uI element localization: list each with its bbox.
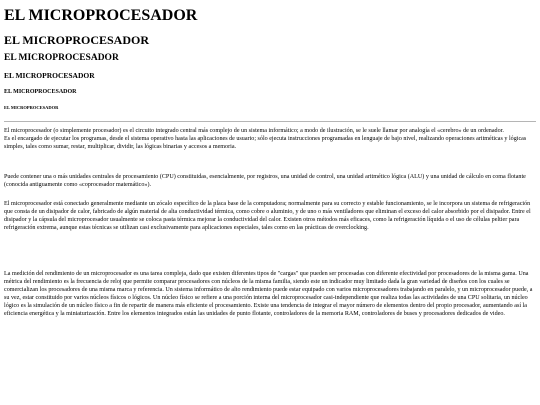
paragraph-cpu-units: Puede contener una o más unidades centrales de procesamiento (CPU) constituidas, esencialmente, por registros, una unidad de control, una unidad aritmético lógica (ALU) y una unidad de cálculo en coma flotante (conocida antiguamente como «coprocesador matemático»).	[4, 174, 526, 188]
paragraph-definition-line-1: El microprocesador (o simplemente procesador) es el circuito integrado central más complejo de un sistema informático; a modo de ilustración, se le suele llamar por analogía el «cerebro» de un ordenador.	[4, 128, 504, 134]
horizontal-rule	[4, 121, 536, 122]
heading-level-5: EL MICROPROCESADOR	[4, 89, 77, 95]
heading-level-4: EL MICROPROCESADOR	[4, 71, 95, 80]
heading-level-1: EL MICROPROCESADOR	[4, 7, 198, 24]
paragraph-performance: La medición del rendimiento de un microprocesador es una tarea compleja, dado que existen diferentes tipos de "cargas" que pueden ser procesadas con diferente efectividad por procesadores de la misma gama. Una métrica del rendimiento es la frecuencia de reloj que permite comparar procesadores con núcleos de la misma familia, siendo este un indicador muy limitado dada la gran variedad de diseños con los cuales se comercializan los procesadores de una misma marca y referencia. Un sistema informático de alto rendimiento puede estar equipado con varios microprocesadores trabajando en paralelo, y un microprocesador puede, a su vez, estar constituido por varios núcleos físicos o lógicos. Un núcleo físico se refiere a una porción interna del microprocesador casi-independiente que realiza todas las actividades de una CPU solitaria, un núcleo lógico es la simulación de un núcleo físico a fin de repartir de manera más eficiente el procesamiento. Existe una tendencia de integrar el mayor número de elementos dentro del propio procesador, aumentando así la eficiencia energética y la miniaturización. Entre los elementos integrados están las unidades de punto flotante, controladores de la memoria RAM, controladores de buses y procesadores dedicados de video.	[4, 271, 533, 317]
heading-level-3: EL MICROPROCESADOR	[4, 53, 119, 63]
heading-level-6: EL MICROPROCESADOR	[4, 105, 59, 110]
heading-level-2: EL MICROPROCESADOR	[4, 33, 150, 47]
paragraph-definition-line-2: Es el encargado de ejecutar los programas, desde el sistema operativo hasta las aplicaciones de usuario; sólo ejecuta instrucciones programadas en lenguaje de bajo nivel, realizando operaciones aritméticas y lógicas simples, tales como sumar, restar, multiplicar, dividir, las lógicas binarias y accesos a memoria.	[4, 135, 527, 150]
paragraph-cooling: El microprocesador está conectado generalmente mediante un zócalo específico de la placa base de la computadora; normalmente para su correcto y estable funcionamiento, se le incorpora un sistema de refrigeración que consta de un disipador de calor, fabricado de algún material de alta conductividad térmica, como cobre o aluminio, y de uno o más ventiladores que eliminan el exceso del calor absorbido por el disipador. Entre el disipador y la cápsula del microprocesador usualmente se coloca pasta térmica mejorar la conductividad del calor. Existen otros métodos más eficaces, como la refrigeración líquida o el uso de células peltier para refrigeración extrema, aunque estas técnicas se utilizan casi exclusivamente para aplicaciones especiales, tales como en las prácticas de overclocking.	[4, 201, 531, 231]
paragraph-definition	[4, 128, 536, 152]
